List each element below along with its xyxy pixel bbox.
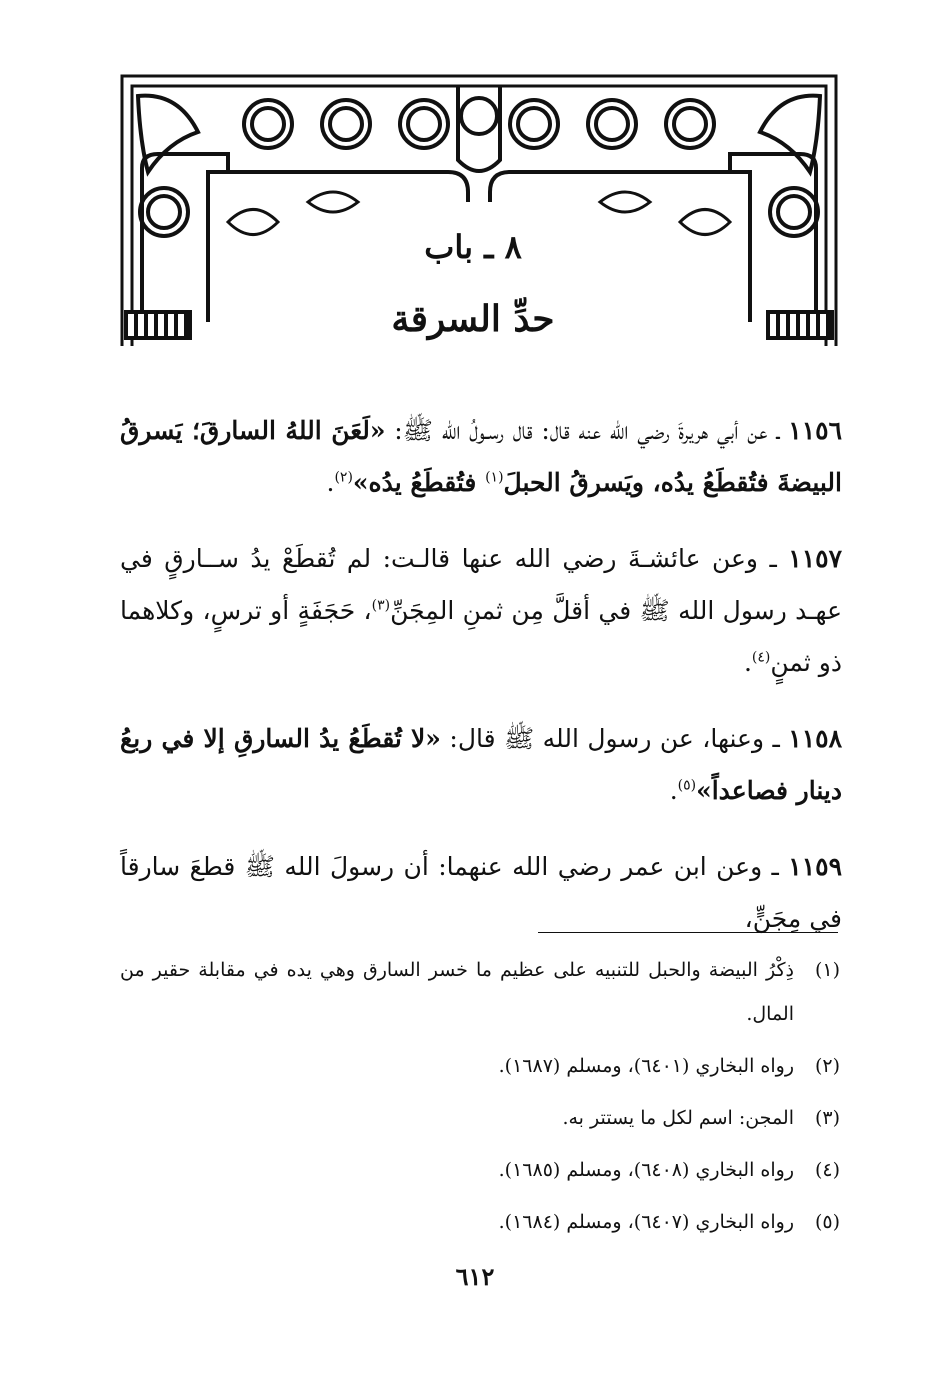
footnote-mark: (٥): [814, 1211, 840, 1233]
footnote-mark: (٤): [814, 1159, 840, 1181]
footnote-item: [120, 1044, 840, 1088]
hadith-text: ـ عن أبي هريرةَ رضي الله عنه قال: قال رسـولُ الله ﷺ:: [385, 416, 789, 445]
hadith-quote: فتُقطَعُ يدُه»: [352, 468, 486, 497]
footnote-ref: (٢): [334, 469, 353, 486]
hadith-text: ، حَجَفَةٍ أو ترسٍ، وكلاهما ذو ثمنٍ: [120, 596, 842, 677]
punctuation: .: [669, 776, 678, 805]
hadith-1159: [120, 841, 842, 945]
footnote-text: رواه البخاري (٦٤٠١)، ومسلم (١٦٨٧).: [498, 1055, 794, 1077]
hadith-quote: «لا تُقطَعُ يدُ السارقِ إلا في ربعُ دينار فصاعداً»: [120, 724, 842, 805]
hadith-list: [120, 405, 842, 969]
chapter-heading: ٨ ـ باب: [424, 228, 522, 266]
punctuation: .: [326, 468, 335, 497]
footnote-divider: [538, 932, 838, 933]
footnote-ref: (٥): [677, 777, 697, 794]
hadith-1157: [120, 533, 842, 689]
section-title: حدِّ السرقة: [391, 298, 555, 340]
footnote-ref: (٣): [371, 597, 391, 614]
hadith-quote: «لَعَنَ اللهُ السارقَ؛ يَسرقُ البيضةَ فتُقطَعُ يدُه، ويَسرقُ الحبلَ: [120, 416, 842, 497]
footnote-mark: (١): [814, 959, 840, 981]
hadith-text: ـ وعنها، عن رسول الله ﷺ قال:: [440, 724, 789, 753]
hadith-text: ـ وعن ابن عمر رضي الله عنهما: أن رسولَ الله ﷺ قطعَ سارقاً في مِجَنٍّ،: [120, 852, 842, 933]
punctuation: .: [743, 648, 752, 677]
footnote-mark: (٢): [814, 1055, 840, 1077]
hadith-number: ١١٥٨: [788, 724, 842, 753]
footnote-text: رواه البخاري (٦٤٠٧)، ومسلم (١٦٨٤).: [498, 1211, 794, 1233]
footnote-item: [120, 1148, 840, 1192]
footnote-item: [120, 1200, 840, 1244]
footnote-mark: (٣): [814, 1107, 840, 1129]
hadith-number: ١١٥٦: [788, 416, 842, 445]
footnote-text: رواه البخاري (٦٤٠٨)، ومسلم (١٦٨٥).: [498, 1159, 794, 1181]
hadith-number: ١١٥٧: [788, 544, 842, 573]
footnote-text: المجن: اسم لكل ما يستتر به.: [562, 1107, 794, 1129]
hadith-text: ـ وعن عائشـةَ رضي الله عنها قالـت: لم تُقطَعْ يدُ ســارقٍ في عهـد رسول الله ﷺ في أقلَّ مِن ثمنِ المِجَنِّ: [120, 544, 843, 625]
footnotes: [120, 948, 840, 1252]
footnote-item: [120, 1096, 840, 1140]
footnote-ref: (١): [485, 469, 504, 486]
hadith-1156: [120, 405, 842, 509]
footnote-ref: (٤): [751, 649, 771, 666]
hadith-number: ١١٥٩: [788, 852, 842, 881]
page-number: ٦١٢: [455, 1262, 495, 1291]
footnote-text: ذِكْرُ البيضة والحبل للتنبيه على عظيم ما خسر السارق وهي يده في مقابلة حقير من المال.: [120, 959, 794, 1025]
footnote-item: [120, 948, 840, 1036]
hadith-1158: [120, 713, 842, 817]
